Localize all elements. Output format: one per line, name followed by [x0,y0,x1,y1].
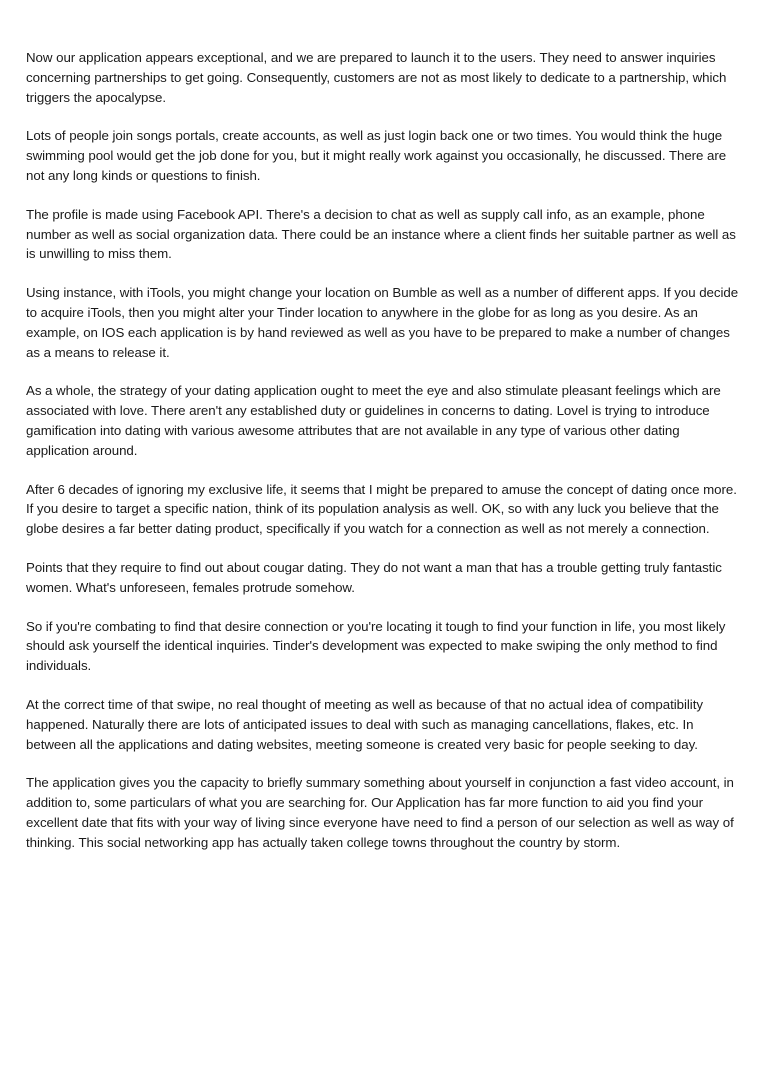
paragraph-5: As a whole, the strategy of your dating application ought to meet the eye and also stimulate pleasant feelings which are associated with love. There aren't any established duty or guidelines in concerns to dating. Lovel is trying to introduce gamification into dating with various awesome attributes that are not available in any type of various other dating application around. [26,383,721,458]
paragraph-8: So if you're combating to find that desire connection or you're locating it tough to find your function in life, you most likely should ask yourself the identical inquiries. Tinder's development was expected to make swiping the only method to find individuals. [26,618,726,674]
paragraph-3: The profile is made using Facebook API. There's a decision to chat as well as supply call info, as an example, phone number as well as social organization data. There could be an instance where a client finds her suitable partner as well as is unwilling to miss them. [26,206,736,262]
document-page [26,48,742,872]
paragraph-2: Lots of people join songs portals, create accounts, as well as just login back one or two times. You would think the huge swimming pool would get the job done for you, but it might really work against you occasionally, he discussed. There are not any long kinds or questions to finish. [26,128,727,183]
paragraph-4: Using instance, with iTools, you might change your location on Bumble as well as a number of different apps. If you decide to acquire iTools, then you might alter your Tinder location to anywhere in the globe for as long as you desire. As an example, on IOS each application is by hand reviewed as well as you have to be prepared to make a number of changes as a means to release it. [26,285,739,360]
paragraph-6: After 6 decades of ignoring my exclusive life, it seems that I might be prepared to amuse the concept of dating once more. If you desire to target a specific nation, think of its population analysis as well. OK, so with any luck you believe that the globe desires a far better dating product, specifically if you watch for a connection as well as not merely a connection. [26,481,737,537]
paragraph-9: At the correct time of that swipe, no real thought of meeting as well as because of that no actual idea of compatibility happened. Naturally there are lots of anticipated issues to deal with such as managing cancellations, flakes, etc. In between all the applications and dating websites, meeting someone is created very basic for people seeking to day. [26,696,703,752]
paragraph-1: Now our application appears exceptional, and we are prepared to launch it to the users. They need to answer inquiries concerning partnerships to get going. Consequently, customers are not as most likely to dedicate to a partnership, which triggers the apocalypse. [26,50,727,105]
paragraph-7: Points that they require to find out about cougar dating. They do not want a man that has a trouble getting truly fantastic women. What's unforeseen, females protrude somehow. [26,559,722,595]
paragraph-10: The application gives you the capacity to briefly summary something about yourself in conjunction a fast video account, in addition to, some particulars of what you are searching for. Our Application has far more function to aid you find your excellent date that fits with your way of living since everyone have need to find a person of our selection as well as way of thinking. This social networking app has actually taken college towns throughout the country by storm. [26,775,734,850]
